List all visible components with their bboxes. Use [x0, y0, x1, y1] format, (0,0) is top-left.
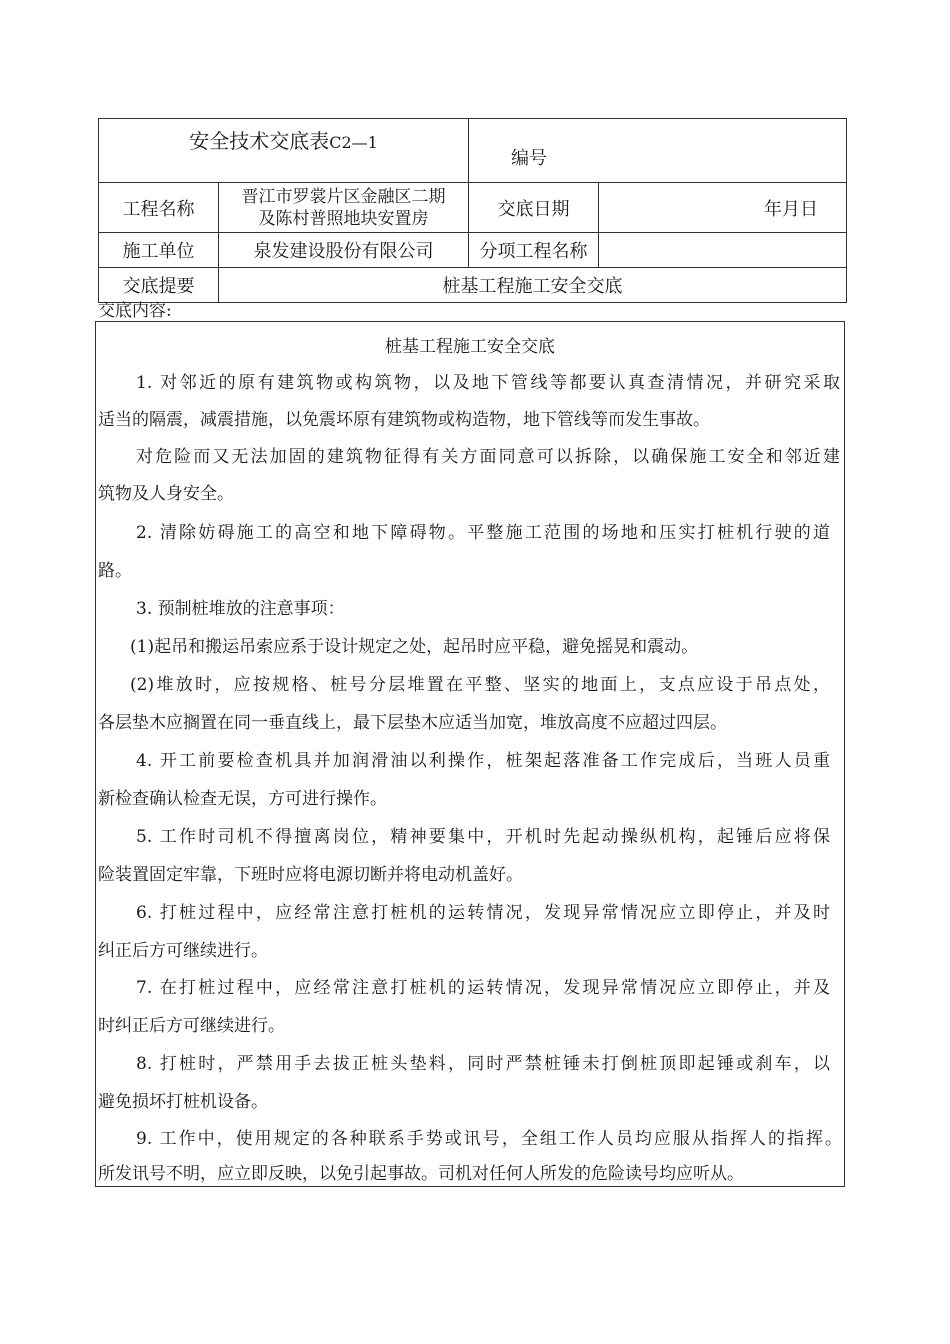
paragraph-12-line-2: 所发讯号不明，应立即反映，以免引起事故。司机对任何人所发的危险读号均应听从。: [98, 1164, 744, 1184]
paragraph-1-line-2: 适当的隔震，减震措施，以免震坏原有建筑物或构造物，地下管线等而发生事故。: [98, 410, 710, 430]
paragraph-7-line-1: 4. 开工前要检查机具并加润滑油以利操作，桩架起落准备工作完成后，当班人员重: [136, 751, 830, 771]
paragraph-12: [96, 1128, 846, 1150]
unit-label: 施工单位: [99, 233, 219, 268]
paragraph-8b: [96, 864, 846, 886]
paragraph-12b: [96, 1163, 846, 1185]
paragraph-1-line-1: 1. 对邻近的原有建筑物或构筑物，以及地下管线等都要认真查清情况，并研究采取: [136, 373, 840, 393]
date-label: 交底日期: [469, 183, 599, 233]
content-title: 桩基工程施工安全交底: [385, 337, 555, 357]
paragraph-2-line-2: 筑物及人身安全。: [98, 484, 234, 504]
content-label: 交底内容:: [98, 301, 172, 321]
project-name-value: [219, 183, 469, 233]
summary-label: 交底提要: [99, 268, 219, 303]
paragraph-8: [96, 826, 846, 848]
project-name-line2: 及陈村普照地块安置房: [258, 208, 429, 229]
paragraph-10b: [96, 1015, 846, 1037]
project-name-line1: 晋江市罗裳片区金融区二期: [241, 186, 446, 207]
paragraph-5: [96, 636, 846, 658]
paragraph-3: [96, 522, 846, 544]
date-value: 年月日: [599, 183, 847, 233]
paragraph-9: [96, 902, 846, 924]
paragraph-5-line-1: (1)起吊和搬运吊索应系于设计规定之处，起吊时应平稳，避免摇晃和震动。: [130, 637, 699, 657]
paragraph-8-line-2: 险装置固定牢靠，下班时应将电源切断并将电动机盖好。: [98, 865, 523, 885]
paragraph-8-line-1: 5. 工作时司机不得擅离岗位，精神要集中，开机时先起动操纵机构，起锤后应将保: [136, 827, 830, 847]
paragraph-3-line-1: 2. 清除妨碍施工的高空和地下障碍物。平整施工范围的场地和压实打桩机行驶的道: [136, 523, 830, 543]
paragraph-3b: [96, 560, 846, 582]
paragraph-7b: [96, 788, 846, 810]
paragraph-1: [96, 372, 846, 394]
number-label: 编号: [511, 147, 548, 169]
form-title-cell: [99, 119, 469, 183]
header-table: [98, 118, 847, 303]
paragraph-2: [96, 446, 846, 468]
paragraph-1b: [96, 409, 846, 431]
unit-value: 泉发建设股份有限公司: [219, 233, 469, 268]
paragraph-4-line-1: 3. 预制桩堆放的注意事项：: [136, 599, 345, 619]
paragraph-10-line-1: 7. 在打桩过程中，应经常注意打桩机的运转情况，发现异常情况应立即停止，并及: [136, 978, 830, 998]
paragraph-6b: [96, 712, 846, 734]
paragraph-4: [96, 598, 846, 620]
paragraph-3-line-2: 路。: [98, 561, 132, 581]
project-name-label: 工程名称: [99, 183, 219, 233]
content-box: [95, 321, 845, 1187]
paragraph-9-line-2: 纠正后方可继续进行。: [98, 941, 268, 961]
sub-project-label: 分项工程名称: [469, 233, 599, 268]
paragraph-11b: [96, 1091, 846, 1113]
paragraph-6-line-2: 各层垫木应搁置在同一垂直线上，最下层垫木应适当加宽，堆放高度不应超过四层。: [98, 713, 727, 733]
summary-value: 桩基工程施工安全交底: [219, 268, 847, 303]
paragraph-10: [96, 977, 846, 999]
paragraph-9b: [96, 940, 846, 962]
paragraph-10-line-2: 时纠正后方可继续进行。: [98, 1016, 285, 1036]
paragraph-9-line-1: 6. 打桩过程中，应经常注意打桩机的运转情况，发现异常情况应立即停止，并及时: [136, 903, 830, 923]
sub-project-value: [599, 233, 847, 268]
paragraph-2-line-1: 对危险而又无法加固的建筑物征得有关方面同意可以拆除，以确保施工安全和邻近建: [136, 447, 840, 467]
paragraph-12-line-1: 9. 工作中，使用规定的各种联系手势或讯号，全组工作人员均应服从指挥人的指挥。: [136, 1129, 842, 1149]
paragraph-11: [96, 1053, 846, 1075]
form-title: 安全技术交底表: [189, 129, 330, 153]
paragraph-6-line-1: (2)堆放时，应按规格、桩号分层堆置在平整、坚实的地面上，支点应设于吊点处，: [130, 675, 830, 695]
paragraph-7-line-2: 新检查确认检查无误，方可进行操作。: [98, 789, 387, 809]
paragraph-7: [96, 750, 846, 772]
paragraph-11-line-1: 8. 打桩时，严禁用手去拔正桩头垫料，同时严禁桩锤未打倒桩顶即起锤或刹车，以: [136, 1054, 830, 1074]
form-title-suffix: C2—1: [329, 133, 378, 152]
paragraph-2b: [96, 483, 846, 505]
number-cell: [469, 119, 847, 183]
paragraph-11-line-2: 避免损坏打桩机设备。: [98, 1092, 268, 1112]
paragraph-6: [96, 674, 846, 696]
